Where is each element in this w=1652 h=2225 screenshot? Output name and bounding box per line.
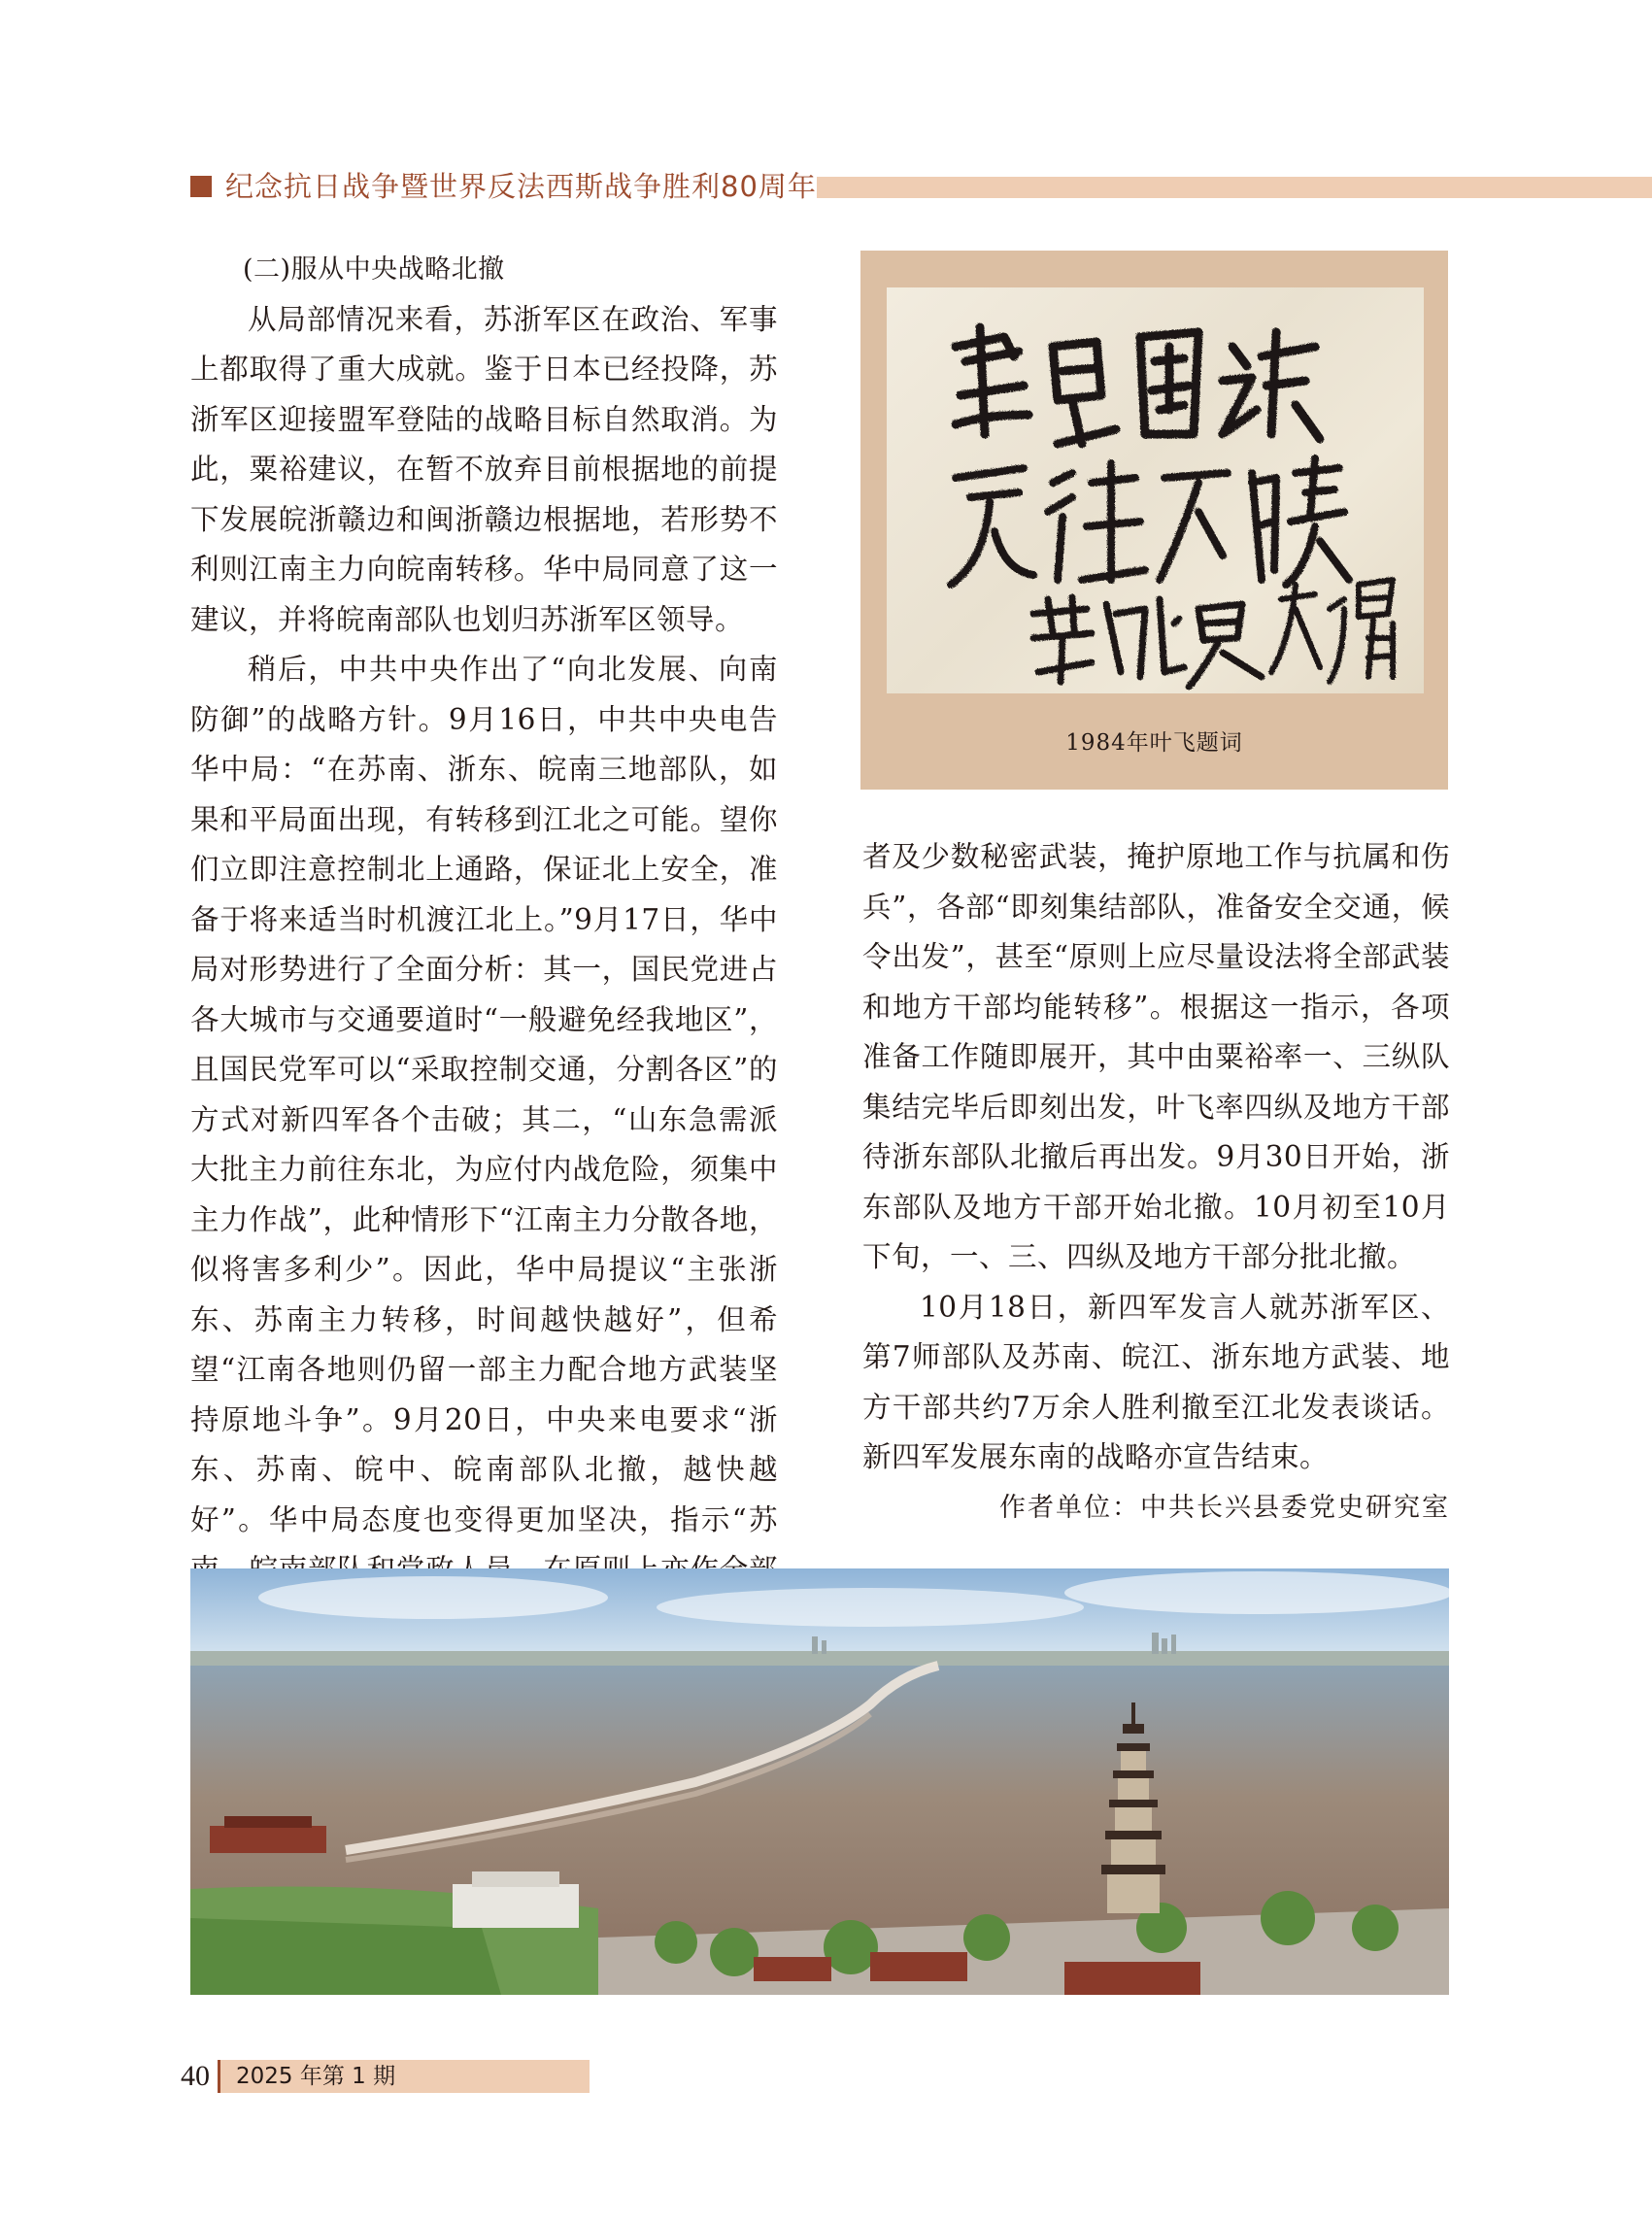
right-column xyxy=(862,832,1450,1533)
calligraphy-strokes xyxy=(887,287,1424,693)
running-header xyxy=(190,170,1652,203)
header-square-icon xyxy=(190,176,212,197)
right-paragraph-2: 10月18日，新四军发言人就苏浙军区、第7师部队及苏南、皖江、浙东地方武装、地方干部共约7万余人胜利撤至江北发表谈话。新四军发展东南的战略亦宣告结束。 xyxy=(862,1290,1450,1473)
header-bar xyxy=(817,177,1652,198)
right-paragraph-1: 者及少数秘密武装，掩护原地工作与抗属和伤兵”，各部“即刻集结部队，准备安全交通，候令出发”，甚至“原则上应尽量设法将全部武装和地方干部均能转移”。根据这一指示，各项准备工作随即展开，其中由粟裕率一、三纵队集结完毕后即刻出发，叶飞率四纵及地方干部待浙东部队北撤后再出发。9月30日开始，浙东部队及地方干部开始北撤。10月初至10月下旬，一、三、四纵及地方干部分批北撤。 xyxy=(862,840,1450,1273)
calligraphy-figure xyxy=(860,251,1448,790)
calligraphy-image xyxy=(887,287,1424,693)
author-affiliation: 作者单位：中共长兴县委党史研究室 xyxy=(999,1492,1450,1523)
issue-label: 2025 年第 1 期 xyxy=(220,2060,590,2093)
left-paragraph-2: 稍后，中共中央作出了“向北发展、向南防御”的战略方针。9月16日，中共中央电告华中局：“在苏南、浙东、皖南三地部队，如果和平局面出现，有转移到江北之可能。望你们立即注意控制北上通路，保证北上安全，准备于将来适当时机渡江北上。”9月17日，华中局对形势进行了全面分析：其一，国民党进占各大城市与交通要道时“一般避免经我地区”，且国民党军可以“采取控制交通，分割各区”的方式对新四军各个击破；其二，“山东急需派大批主力前往东北，为应付内战危险，须集中主力作战”，此种情形下“江南主力分散各地，似将害多利少”。因此，华中局提议“主张浙东、苏南主力转移，时间越快越好”，但希望“江南各地则仍留一部主力配合地方武装坚持原地斗争”。9月20日，中央来电要求“浙东、苏南、皖中、皖南部队北撤，越快越好”。华中局态度也变得更加坚决，指示“苏 xyxy=(190,653,778,1536)
landscape-photo xyxy=(190,1568,1449,1995)
section-subheading: (二)服从中央战略北撤 xyxy=(243,254,505,285)
tidal-bore-image xyxy=(190,1568,1449,1995)
page-number: 40 xyxy=(173,2060,220,2093)
figure-caption: 1984年叶飞题词 xyxy=(1065,730,1243,756)
left-column xyxy=(190,245,778,1645)
left-paragraph-1: 从局部情况来看，苏浙军区在政治、军事上都取得了重大成就。鉴于日本已经投降，苏浙军区迎接盟军登陆的战略目标自然取消。为此，粟裕建议，在暂不放弃目前根据地的前提下发展皖浙赣边和闽浙赣边根据地，若形势不利则江南主力向皖南转移。华中局同意了这一建议，并将皖南部队也划归苏浙军区领导。 xyxy=(190,302,778,636)
header-title: 纪念抗日战争暨世界反法西斯战争胜利80周年 xyxy=(225,170,817,203)
